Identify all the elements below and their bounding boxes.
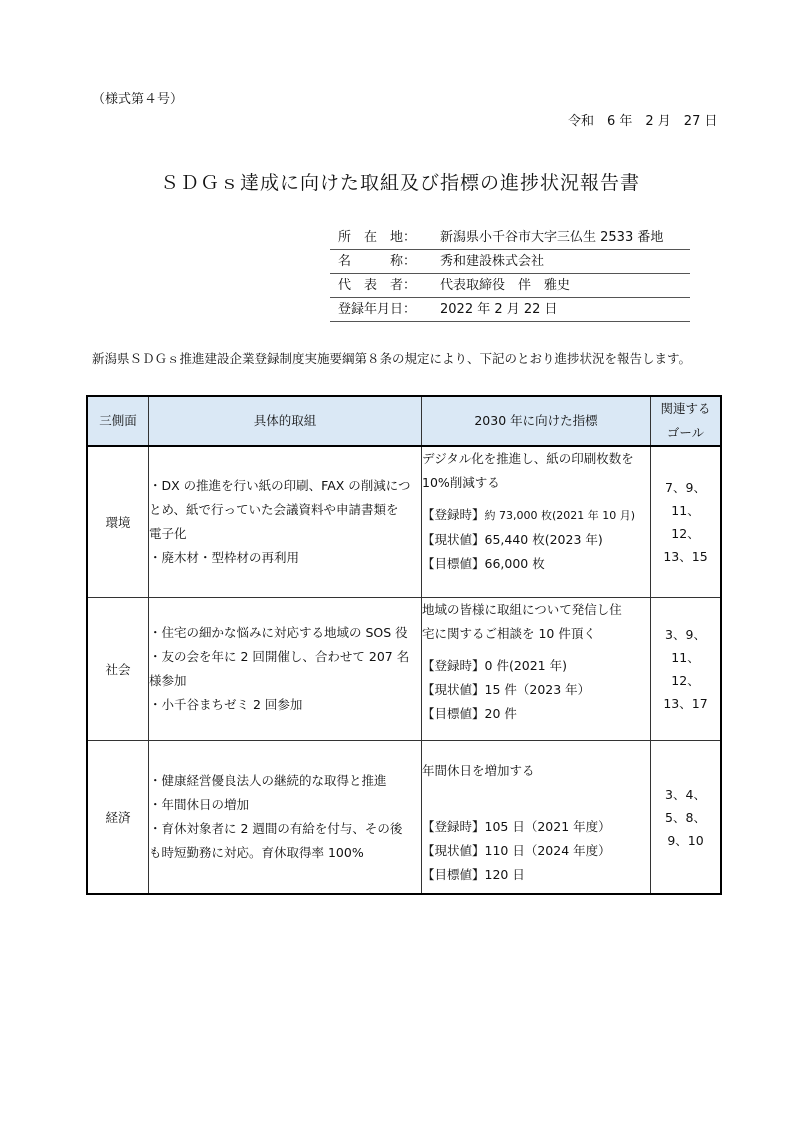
baseline-value — [422, 503, 650, 528]
activity-line: ・小千谷まちゼミ 2 回参加 — [149, 697, 303, 712]
activity-line: ・廃木材・型枠材の再利用 — [149, 550, 300, 565]
name-row — [330, 250, 690, 274]
goal-line: 9、10 — [667, 832, 704, 848]
indicator-line: 地域の皆様に取組について発信し住 — [422, 602, 622, 617]
activity-line: とめ、紙で行っていた会議資料や申請書類を — [149, 502, 399, 517]
baseline-text: 105 日（2021 年度） — [484, 819, 611, 834]
address-value: 新潟県小千谷市大字三仏生 2533 番地 — [440, 230, 664, 245]
activity-line: 電子化 — [149, 526, 187, 541]
table-header-row — [87, 396, 721, 446]
activity-line: ・DX の推進を行い紙の印刷、FAX の削減につ — [149, 478, 411, 493]
applicant-info — [330, 226, 690, 322]
current-value: 【現状値】110 日（2024 年度） — [422, 843, 611, 858]
aspect-cell: 経済 — [87, 741, 149, 895]
goal-line: 5、8、 — [665, 809, 706, 825]
activity-line: ・住宅の細かな悩みに対応する地域の SOS 役 — [149, 625, 408, 640]
name-label: 名 称： — [338, 254, 417, 269]
header-aspect: 三側面 — [87, 396, 149, 446]
indicator-line: 年間休日を増加する — [422, 763, 535, 778]
table-row — [87, 598, 721, 741]
activity-line: ・友の会を年に 2 回開催し、合わせて 207 名 — [149, 649, 410, 664]
target-value: 【目標値】120 日 — [422, 867, 525, 882]
form-number: （様式第４号） — [92, 92, 184, 107]
target-value: 【目標値】66,000 枚 — [422, 556, 545, 571]
address-row — [330, 226, 690, 250]
goals-cell — [651, 741, 722, 895]
representative-value: 代表取締役 伴 雅史 — [440, 278, 571, 293]
aspect-cell: 社会 — [87, 598, 149, 741]
indicator-line: 宅に関するご相談を 10 件頂く — [422, 626, 596, 641]
activities-cell — [149, 598, 422, 741]
registration-date-label: 登録年月日： — [338, 302, 417, 317]
activity-line: ・健康経営優良法人の継続的な取得と推進 — [149, 773, 387, 788]
header-activities: 具体的取組 — [149, 396, 422, 446]
current-value: 【現状値】65,440 枚(2023 年) — [422, 532, 603, 547]
goal-line: 7、9、 — [665, 480, 706, 495]
header-indicator: 2030 年に向けた指標 — [422, 396, 651, 446]
goal-line: 11、 — [671, 503, 700, 518]
header-goals — [651, 396, 722, 446]
baseline-label: 【登録時】 — [422, 658, 485, 673]
baseline-value — [422, 654, 650, 678]
goal-line: 12、 — [671, 673, 700, 688]
representative-row — [330, 274, 690, 298]
table-row — [87, 446, 721, 598]
indicator-cell — [422, 446, 651, 598]
aspect-cell: 環境 — [87, 446, 149, 598]
goal-line: 3、9、 — [665, 627, 706, 642]
activities-cell — [149, 446, 422, 598]
indicator-line: デジタル化を推進し、紙の印刷枚数を — [422, 451, 634, 466]
table-row — [87, 741, 721, 895]
indicator-cell — [422, 598, 651, 741]
address-label: 所 在 地： — [338, 230, 417, 245]
indicator-line: 10%削減する — [422, 475, 500, 490]
activity-line: も時短勤務に対応。育休取得率 100% — [149, 845, 364, 860]
activity-line: 様参加 — [149, 673, 187, 688]
registration-date-value: 2022 年 2 月 22 日 — [440, 302, 558, 317]
baseline-text: 0 件(2021 年) — [484, 658, 567, 673]
activity-line: ・年間休日の増加 — [149, 797, 250, 812]
goals-cell — [651, 598, 722, 741]
goal-line: 13、17 — [663, 696, 708, 711]
baseline-label: 【登録時】 — [422, 507, 485, 522]
baseline-label: 【登録時】 — [422, 819, 485, 834]
activity-line: ・育休対象者に 2 週間の有給を付与、その後 — [149, 821, 403, 836]
name-value: 秀和建設株式会社 — [440, 254, 545, 269]
goal-line: 12、 — [671, 526, 700, 541]
goals-cell — [651, 446, 722, 598]
header-goals-line1: 関連する — [660, 401, 711, 416]
progress-table — [86, 395, 722, 895]
baseline-text: 約 73,000 枚(2021 年 10 月) — [484, 509, 636, 522]
document-title: ＳＤＧｓ達成に向けた取組及び指標の進捗状況報告書 — [159, 172, 640, 194]
goal-line: 3、4、 — [665, 786, 706, 802]
current-value: 【現状値】15 件（2023 年） — [422, 682, 591, 697]
intro-text: 新潟県ＳＤＧｓ推進建設企業登録制度実施要綱第８条の規定により、下記のとおり進捗状況を報告します。 — [92, 351, 692, 366]
registration-date-row — [330, 298, 690, 322]
activities-cell — [149, 741, 422, 895]
goal-line: 13、15 — [663, 549, 708, 564]
goal-line: 11、 — [671, 650, 700, 665]
representative-label: 代 表 者： — [338, 278, 417, 293]
header-goals-line2: ゴール — [666, 425, 705, 440]
report-date: 令和 6 年 2 月 27 日 — [568, 114, 718, 129]
baseline-value — [422, 815, 650, 839]
target-value: 【目標値】20 件 — [422, 706, 517, 721]
indicator-cell — [422, 741, 651, 895]
